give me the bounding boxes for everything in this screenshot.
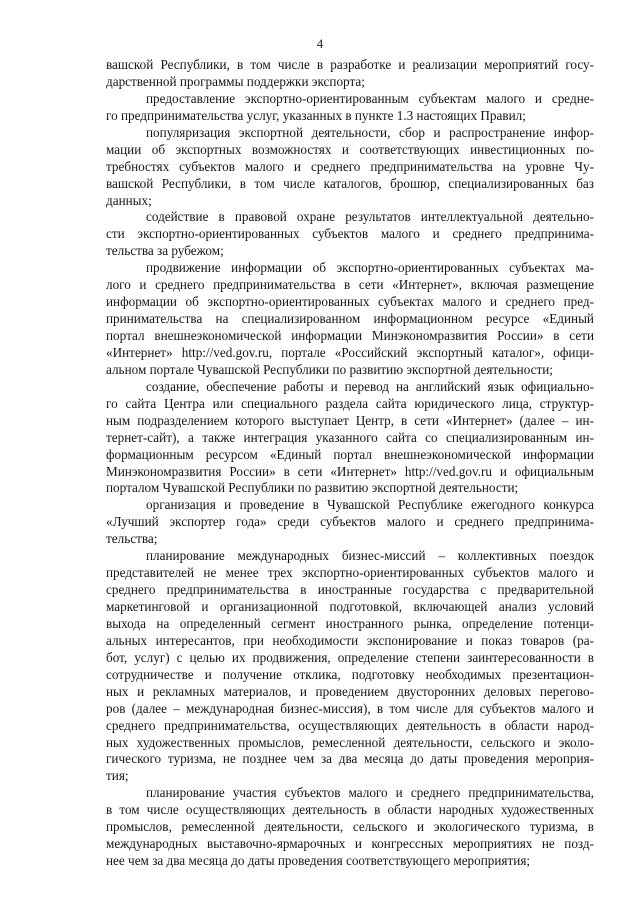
document-body: [106, 57, 594, 870]
text-line: международных выставочно-ярмарочных и конгрессных мероприятиях не позд-: [106, 836, 594, 852]
text-line: ных художественных промыслов, ремесленной деятельности, сельского и эколо-: [106, 734, 594, 750]
text-line: данных;: [106, 192, 152, 208]
text-line: вашской Республики, в том числе каталогов, брошюр, специализированных баз: [106, 175, 594, 191]
text-line: среднего предпринимательства в иностранные государства с предварительной: [106, 582, 594, 598]
page-number: 4: [316, 36, 324, 51]
text-line: организация и проведение в Чувашской Республике ежегодного конкурса: [146, 497, 594, 513]
text-line: портал внешнеэкономической информации Минэкономразвития России» в сети: [106, 328, 594, 343]
text-line: предоставление экспортно-ориентированным субъектам малого и средне-: [146, 90, 594, 106]
text-line: го предпринимательства услуг, указанных в пункте 1.3 настоящих Правил;: [106, 107, 526, 123]
text-line: гического туризма, не позднее чем за два месяца до даты проведения мероприя-: [106, 751, 594, 767]
text-line: маркетинговой и организационной подготовкой, включающей анализ условий: [106, 599, 594, 614]
text-line: сотрудничестве и получение отклика, подготовку необходимых презентацион-: [106, 666, 594, 682]
text-line: тия;: [106, 768, 129, 784]
text-line: выхода на определенный сегмент иностранного рынка, определение потенци-: [106, 615, 594, 631]
text-line: в том числе осуществляющих деятельность в области народных художественных: [106, 802, 594, 818]
text-line: популяризация экспортной деятельности, сбор и распространение инфор-: [146, 124, 594, 140]
text-line: «Интернет» http://ved.gov.ru, портале «Российский экспортный каталог», офици-: [106, 344, 594, 360]
text-line: информации об экспортно-ориентированных субъектах малого и среднего пред-: [106, 294, 594, 310]
text-line: Минэкономразвития России» в сети «Интернет» http://ved.gov.ru и официальным: [106, 463, 594, 479]
text-line: представителей не менее трех экспортно-ориентированных субъектов малого и: [106, 565, 594, 581]
text-line: создание, обеспечение работы и перевод на английский язык официально-: [146, 378, 594, 394]
text-line: дарственной программы поддержки экспорта;: [106, 73, 365, 89]
text-line: промыслов, ремесленной деятельности, сельского и экологического туризма, в: [106, 819, 594, 835]
text-line: сти экспортно-ориентированных субъектов малого и среднего предпринима-: [106, 226, 594, 242]
text-line: планирование участия субъектов малого и среднего предпринимательства,: [146, 785, 594, 801]
text-line: продвижение информации об экспортно-ориентированных субъектах ма-: [146, 260, 594, 276]
text-line: ров (далее – международная бизнес-миссия), в том числе для субъектов малого и: [106, 700, 594, 716]
text-line: ных и рекламных материалов, и проведением двусторонних деловых перегово-: [106, 683, 594, 699]
text-line: требностях субъектов малого и среднего предпринимательства на уровне Чу-: [106, 158, 594, 174]
text-line: среднего предпринимательства, осуществляющих деятельность в области народ-: [106, 717, 594, 733]
text-line: ным подразделением которого выступает Центр, в сети «Интернет» (далее – ин-: [106, 412, 594, 428]
text-line: го сайта Центра или специального раздела сайта юридического лица, структур-: [106, 395, 594, 411]
text-line: содействие в правовой охране результатов интеллектуальной деятельно-: [146, 209, 594, 225]
text-line: формационным ресурсом «Единый портал внешнеэкономической информации: [106, 446, 594, 462]
text-line: нее чем за два месяца до даты проведения соответствующего мероприятия;: [106, 853, 531, 869]
text-line: тельства;: [106, 531, 158, 547]
text-line: альном портале Чувашской Республики по развитию экспортной деятельности;: [106, 361, 553, 377]
text-line: лого и среднего предпринимательства в сети «Интернет», включая размещение: [106, 277, 594, 293]
text-line: планирование международных бизнес-миссий – коллективных поездок: [146, 548, 594, 564]
text-line: тернет-сайт), а также интеграция указанного сайта со специализированным ин-: [106, 429, 594, 445]
text-line: альных интересантов, при необходимости экспонирование и показ товаров (ра-: [106, 632, 594, 648]
text-line: «Лучший экспортер года» среди субъектов малого и среднего предпринима-: [106, 514, 594, 530]
text-line: порталом Чувашской Республики по развитию экспортной деятельности;: [106, 480, 519, 496]
text-line: вашской Республики, в том числе в разработке и реализации мероприятий госу-: [106, 57, 594, 72]
text-line: принимательства на специализированном информационном ресурсе «Единый: [106, 311, 594, 327]
text-line: бот, услуг) с целью их продвижения, определение степени заинтересованности в: [106, 649, 594, 665]
text-line: мации об экспортных возможностях и соответствующих инвестиционных по-: [106, 141, 594, 157]
text-line: тельства за рубежом;: [106, 243, 224, 259]
